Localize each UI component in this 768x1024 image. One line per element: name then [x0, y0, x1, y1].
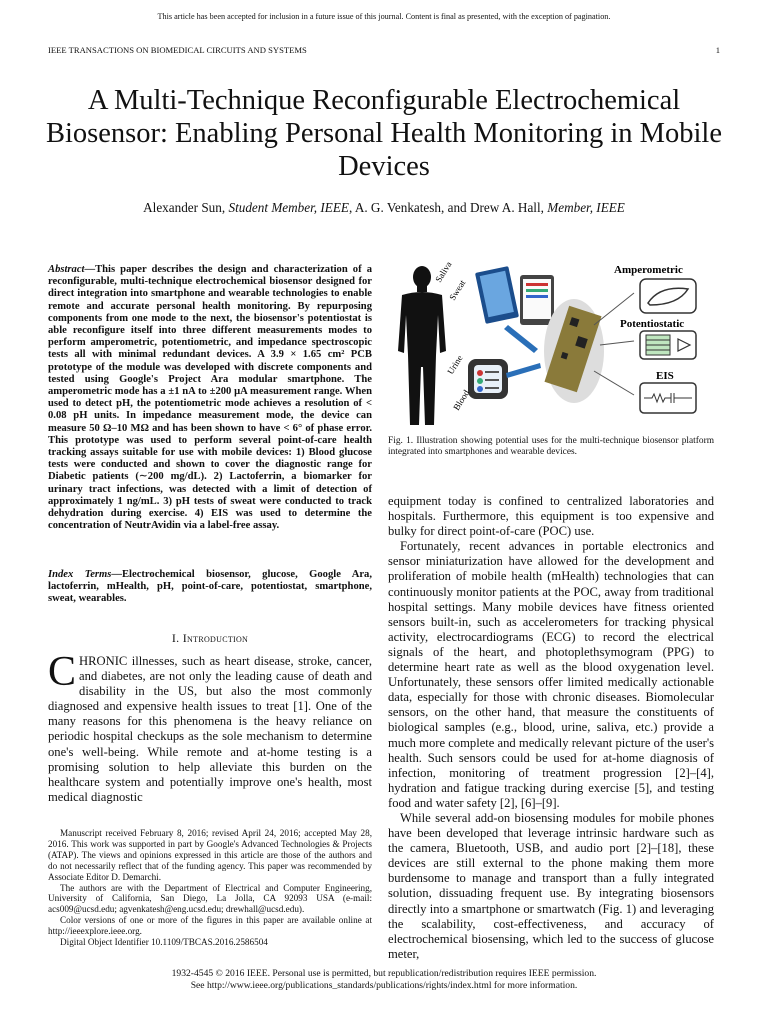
eis-circuit-icon	[640, 383, 696, 413]
smartphone-icon	[475, 266, 554, 325]
intro-lead: HRONIC	[79, 654, 128, 668]
person-silhouette-icon	[398, 266, 446, 425]
drop-cap: C	[48, 649, 77, 695]
label-potentiostatic: Potentiostatic	[620, 318, 685, 330]
paragraph-addon-modules: While several add-on biosensing modules for mobile phones have been developed that leverage intrinsic hardware such as the camera, Bluetooth, USB, and audio port [2]–[18], these devices are still external to the phone making them more burdensome to manage and transport than a fully integrated solution, dissuading frequent use. By integrating biosensors directly into a smartphone or smartwatch (Fig. 1) and leveraging the scalability, cost-effectiveness, and accuracy of electrochemical biosensing, which led to the success of glucose meter,	[388, 810, 714, 961]
footnote-affiliation: The authors are with the Department of Electrical and Computer Engineering, University of California, San Diego, La Jolla, CA 92093 USA (e-mail: acs009@ucsd.edu; agvenkatesh@eng.ucsd.edu; drewhall@ucsd.edu).	[48, 882, 372, 915]
section-heading	[48, 631, 372, 646]
running-head	[48, 45, 720, 55]
index-terms-label: Index Terms	[48, 569, 112, 580]
author-1-role: Student Member, IEEE	[228, 200, 349, 215]
pcb-module-icon	[544, 299, 604, 403]
footnote	[48, 828, 372, 948]
author-3-role: Member, IEEE	[547, 200, 625, 215]
right-column-text	[388, 494, 714, 962]
author-1: Alexander Sun,	[143, 200, 226, 215]
figure-1	[388, 255, 714, 433]
abstract-label: Abstract	[48, 264, 85, 275]
copyright-footer	[0, 968, 768, 992]
rights-url-line: See http://www.ieee.org/publications_standards/publications/rights/index.html for more information.	[190, 980, 578, 991]
footnote-doi: Digital Object Identifier 10.1109/TBCAS.2016.2586504	[60, 937, 268, 948]
paper-title: A Multi-Technique Reconfigurable Electrochemical Biosensor: Enabling Personal Health Monitoring in Mobile Devices	[45, 85, 722, 182]
label-blood: Blood	[451, 388, 472, 413]
abstract	[48, 264, 372, 532]
intro-paragraph	[48, 649, 372, 805]
label-sweat: Sweat	[447, 278, 468, 303]
journal-name: IEEE TRANSACTIONS ON BIOMEDICAL CIRCUITS AND SYSTEMS	[48, 45, 307, 55]
flow-arrows	[504, 325, 541, 378]
paragraph-continued: equipment today is confined to centralized laboratories and hospitals. Furthermore, this equipment is too expensive and bulky for direct point-of-care (POC) use.	[388, 494, 714, 539]
potentiostatic-icon	[640, 331, 696, 359]
label-saliva: Saliva	[433, 259, 454, 285]
section-name: Introduction	[182, 631, 249, 645]
index-terms-text: —Electrochemical biosensor, glucose, Google Ara, lactoferrin, mHealth, pH, point-of-care, potentiostat, smartphone, sweat, wearables.	[48, 569, 372, 605]
paragraph-mhealth: Fortunately, recent advances in portable electronics and sensor miniaturization have allowed for the development and proliferation of mobile health (mHealth) technologies that can continuously monitor patients at the POC, away from traditional hospital settings. Many mobile devices have fitness oriented sensors built-in, such as accelerometers for tracking physical activity, electrocardiograms (ECG) to record the electrical signals of the heart, and photoplethsymogram (PPG) to determine heart rate as well as the blood oxygenation level. Unfortunately, these sensors offer limited medically actionable data, especially for those with chronic diseases. Biomolecular sensors, on the other hand, that measure the constituents of biological samples (e.g., blood, urine, saliva, etc.) provide a much more complete and medically relevant picture of the user's health. Such sensors could be used for at-home diagnosis of infection, monitoring of treatment progression [2]–[4], hydration and fatigue tracking during exercise [5], and testing food and water safety [2], [6]–[9].	[388, 539, 714, 810]
label-amperometric: Amperometric	[614, 264, 683, 276]
amperometric-plot-icon	[640, 279, 696, 313]
page-number: 1	[715, 45, 720, 55]
smartwatch-icon	[468, 359, 508, 399]
author-2-3: , A. G. Venkatesh, and Drew A. Hall,	[348, 200, 544, 215]
index-terms	[48, 569, 372, 606]
section-number: I.	[171, 631, 180, 645]
abstract-text: —This paper describes the design and characterization of a reconfigurable, multi-technique electrochemical biosensor designed for direct integration into smartphone and wearable technologies to enable remote and accurate personal health monitoring. By repurposing components from one mode to the next, the biosensor's potentiostat is able reconfigure itself into three different measurements modes to perform amperometric, potentiometric, and impedance spectroscopic tests all with minimal redundant devices. A 3.9 × 1.65 cm² PCB prototype of the module was developed with discrete components and tested using Google's Project Ara modular smartphone. The amperometric mode has a ±1 nA to ±200 μA measurement range. When used to detect pH, the potentiometric mode achieves a resolution of < 0.08 pH units. In impedance measurement mode, the device can measure 50 Ω–10 MΩ and has been shown to have < 6° of phase error. This prototype was used to perform several point-of-care health tracking assays suitable for use with mobile devices: 1) Blood glucose tests were conducted and shown to cover the diagnostic range for Diabetic patients (∼200 mg/dL). 2) Lactoferrin, a biomarker for urinary tract infections, was detected with a limit of detection of approximately 1 ng/mL. 3) pH tests of sweat were conducted to track dehydration during exercise. 4) EIS was used to determine the concentration of NeutrAvidin via a label-free assay.	[48, 264, 372, 532]
footnote-manuscript: Manuscript received February 8, 2016; revised April 24, 2016; accepted May 28, 2016. This work was supported in part by Google's Advanced Technologies & Projects (ATAP). The views and opinions expressed in this article are those of the authors and do not necessarily reflect that of the funding agency. This paper was recommended by Associate Editor D. Demarchi.	[48, 828, 372, 882]
footnote-color: Color versions of one or more of the figures in this paper are available online at http://ieeexplore.ieee.org.	[48, 915, 372, 937]
copyright-line: 1932-4545 © 2016 IEEE. Personal use is permitted, but republication/redistribution requires IEEE permission.	[171, 968, 597, 979]
figure-caption: Fig. 1. Illustration showing potential uses for the multi-technique biosensor platform integrated into smartphones and wearable devices.	[388, 436, 714, 458]
label-urine: Urine	[445, 353, 465, 377]
label-eis: EIS	[656, 370, 674, 382]
author-line	[0, 200, 768, 216]
intro-text: illnesses, such as heart disease, stroke, cancer, and diabetes, are not only the leading cause of death and disability in the US, but also the most commonly diagnosed and expensive health issues to treat [1]. One of the many reasons for this phenomena is the heavy reliance on periodic hospital checkups as the sole mechanism to determine one's well-being. While remote and at-home testing is a promising solution to help alleviate this burden on the healthcare system and potentially improve one's health, most medical diagnostic	[48, 654, 372, 804]
acceptance-note: This article has been accepted for inclusion in a future issue of this journal. Content is final as presented, with the exception of pagination.	[157, 12, 611, 21]
